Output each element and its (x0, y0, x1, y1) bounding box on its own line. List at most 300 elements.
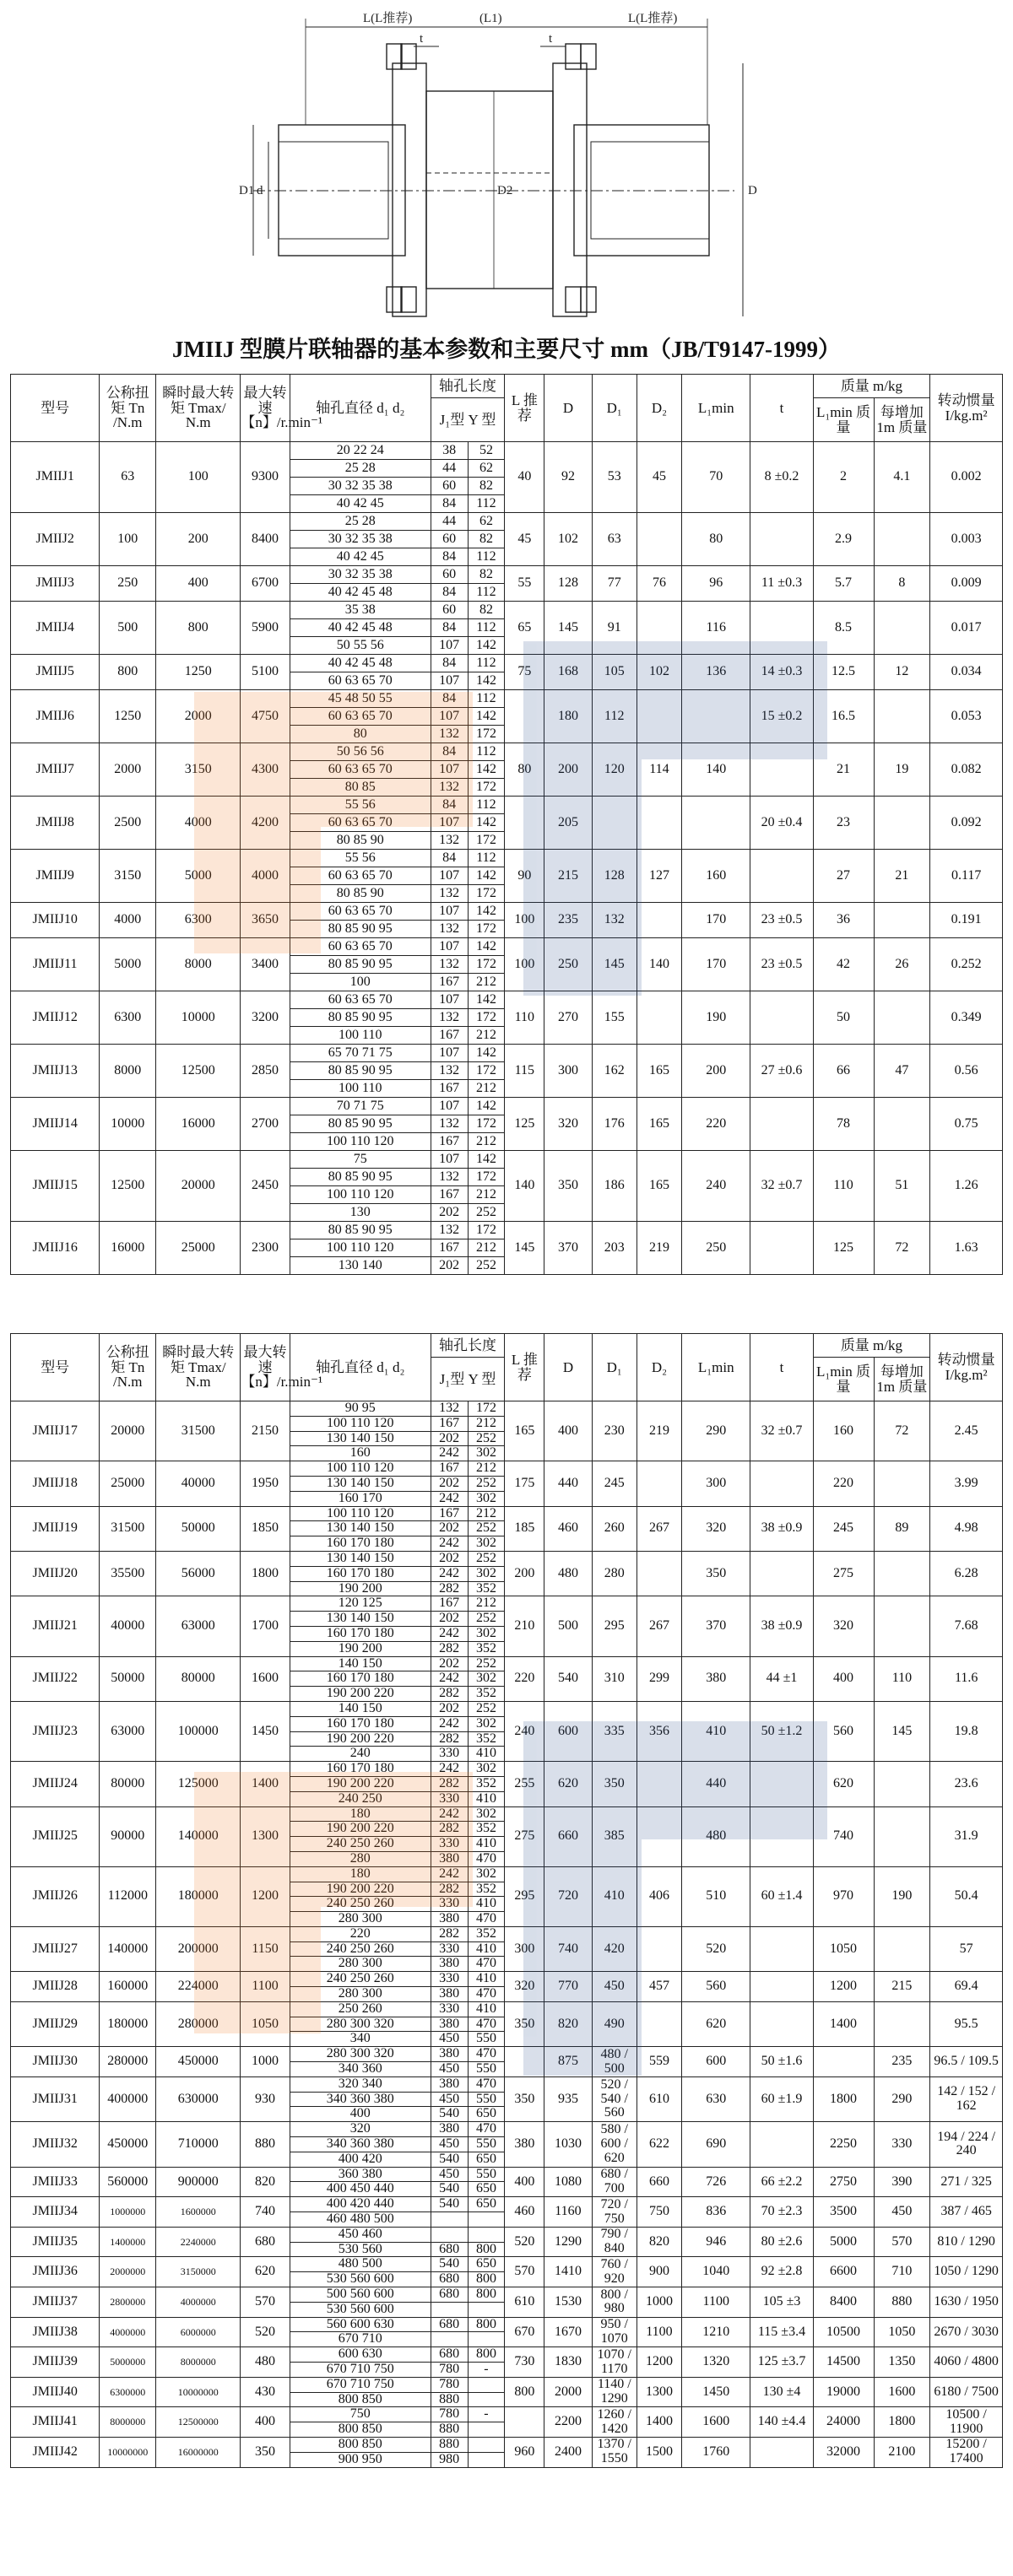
speed-cell: 2300 (241, 1222, 290, 1275)
y-length-cell: 352 (468, 1926, 505, 1941)
mass-add-cell (874, 1762, 930, 1806)
mass-cell: 2 (813, 442, 874, 513)
j1-length-cell: 60 (431, 602, 468, 619)
d1-cell: 145 (592, 938, 637, 991)
mass-cell: 2750 (813, 2167, 874, 2197)
bore-diameter-cell: 20 22 24 (290, 442, 431, 460)
d2-cell: 900 (637, 2257, 681, 2287)
bore-diameter-cell: 60 63 65 70 (290, 991, 431, 1009)
bore-diameter-cell: 190 200 220 (290, 1687, 431, 1702)
model-cell: JMIIJ8 (11, 797, 100, 850)
l1min-cell: 380 (682, 1656, 750, 1701)
mass-add-cell (874, 991, 930, 1045)
l1min-cell: 630 (682, 2076, 750, 2121)
header-l1min: L₁min (682, 1334, 750, 1401)
j1-length-cell: 330 (431, 1747, 468, 1762)
y-length-cell: 650 (468, 2152, 505, 2167)
j1-length-cell: 242 (431, 1762, 468, 1777)
t-cell: 23 ±0.5 (750, 938, 813, 991)
coupling-drawing (0, 0, 1013, 321)
y-length-cell: 302 (468, 1536, 505, 1552)
l-rec-cell: 800 (505, 2377, 544, 2407)
dim-l-left: L(L推荐) (363, 12, 413, 25)
table-row (11, 2437, 1003, 2452)
speed-cell: 400 (241, 2407, 290, 2438)
bore-diameter-cell: 80 85 90 95 (290, 1169, 431, 1186)
j1-length-cell: 132 (431, 832, 468, 850)
speed-cell: 4200 (241, 797, 290, 850)
bore-diameter-cell: 560 600 630 (290, 2317, 431, 2332)
d2-cell (637, 602, 681, 655)
y-length-cell: 212 (468, 1461, 505, 1477)
speed-cell: 880 (241, 2122, 290, 2167)
y-length-cell: 302 (468, 1566, 505, 1581)
bore-diameter-cell: 100 110 (290, 1080, 431, 1098)
torque-cell: 90000 (100, 1806, 156, 1866)
j1-length-cell: 107 (431, 867, 468, 885)
mass-add-cell: 26 (874, 938, 930, 991)
d-cell: 620 (544, 1762, 592, 1806)
torque-cell: 800 (100, 655, 156, 690)
bore-diameter-cell: 400 450 440 (290, 2182, 431, 2197)
j1-length-cell: 780 (431, 2377, 468, 2392)
l1min-cell: 200 (682, 1045, 750, 1098)
y-length-cell: 172 (468, 1169, 505, 1186)
j1-length-cell: 132 (431, 779, 468, 797)
t-cell: 50 ±1.2 (750, 1701, 813, 1761)
j1-length-cell: 132 (431, 1062, 468, 1080)
j1-length-cell: 540 (431, 2107, 468, 2122)
j1-length-cell: 242 (431, 1806, 468, 1822)
bore-diameter-cell: 60 63 65 70 (290, 867, 431, 885)
d1-cell: 128 (592, 850, 637, 903)
y-length-cell: 410 (468, 1747, 505, 1762)
j1-length-cell: 202 (431, 1656, 468, 1671)
bore-diameter-cell: 40 42 45 (290, 495, 431, 513)
l-rec-cell: 115 (505, 1045, 544, 1098)
j1-length-cell: 38 (431, 442, 468, 460)
mass-cell: 2250 (813, 2122, 874, 2167)
speed-cell: 1150 (241, 1926, 290, 1971)
instant-torque-cell: 63000 (156, 1596, 241, 1656)
j1-length-cell: 167 (431, 1186, 468, 1204)
mass-add-cell: 570 (874, 2227, 930, 2257)
y-length-cell: 352 (468, 1776, 505, 1791)
speed-cell: 930 (241, 2076, 290, 2121)
l1min-cell: 80 (682, 513, 750, 566)
d1-cell: 335 (592, 1701, 637, 1761)
mass-cell: 21 (813, 743, 874, 797)
d2-cell (637, 1461, 681, 1506)
d1-cell: 1070 / 1170 (592, 2347, 637, 2378)
bore-diameter-cell: 800 850 (290, 2392, 431, 2407)
y-length-cell (468, 2392, 505, 2407)
t-cell: 44 ±1 (750, 1656, 813, 1701)
j1-length-cell: 60 (431, 566, 468, 584)
bore-diameter-cell: 40 42 45 48 (290, 584, 431, 602)
t-cell: 70 ±2.3 (750, 2197, 813, 2228)
l1min-cell: 116 (682, 602, 750, 655)
table-row (11, 991, 1003, 1009)
table-row (11, 1806, 1003, 1822)
model-cell: JMIIJ19 (11, 1506, 100, 1551)
bore-diameter-cell: 140 150 (290, 1656, 431, 1671)
table-row (11, 2347, 1003, 2363)
bore-diameter-cell: 280 300 320 (290, 2047, 431, 2062)
speed-cell: 1850 (241, 1506, 290, 1551)
j1-length-cell: 330 (431, 1791, 468, 1806)
j1-length-cell: 202 (431, 1612, 468, 1627)
bore-diameter-cell: 280 (290, 1851, 431, 1866)
d1-cell: 162 (592, 1045, 637, 1098)
d2-cell (637, 991, 681, 1045)
speed-cell: 9300 (241, 442, 290, 513)
d1-cell: 132 (592, 903, 637, 938)
y-length-cell: 800 (468, 2242, 505, 2257)
d-cell: 660 (544, 1806, 592, 1866)
y-length-cell: 112 (468, 797, 505, 814)
j1-length-cell: 282 (431, 1687, 468, 1702)
j1-length-cell (431, 2332, 468, 2347)
model-cell: JMIIJ21 (11, 1596, 100, 1656)
y-length-cell: 470 (468, 1912, 505, 1927)
d1-cell: 203 (592, 1222, 637, 1275)
y-length-cell: 212 (468, 1239, 505, 1257)
y-length-cell: 302 (468, 1762, 505, 1777)
mass-cell: 1200 (813, 1972, 874, 2002)
spec-table-1 (10, 374, 1003, 1275)
l-rec-cell: 145 (505, 1222, 544, 1275)
j1-length-cell: 450 (431, 2032, 468, 2047)
y-length-cell: 302 (468, 1866, 505, 1882)
instant-torque-cell: 16000 (156, 1098, 241, 1151)
torque-cell: 8000 (100, 1045, 156, 1098)
d-cell: 740 (544, 1926, 592, 1971)
mass-add-cell (874, 1098, 930, 1151)
bore-diameter-cell: 250 260 (290, 2001, 431, 2017)
bore-diameter-cell: 65 70 71 75 (290, 1045, 431, 1062)
l1min-cell: 1760 (682, 2437, 750, 2467)
d-cell: 215 (544, 850, 592, 903)
bore-diameter-cell: 220 (290, 1926, 431, 1941)
header-l1min: L₁min (682, 375, 750, 442)
inertia-cell: 0.75 (930, 1098, 1003, 1151)
instant-torque-cell: 25000 (156, 1222, 241, 1275)
y-length-cell: 252 (468, 1257, 505, 1275)
l1min-cell: 620 (682, 2001, 750, 2046)
j1-length-cell: 202 (431, 1257, 468, 1275)
torque-cell: 1400000 (100, 2227, 156, 2257)
mass-cell: 740 (813, 1806, 874, 1866)
instant-torque-cell: 630000 (156, 2076, 241, 2121)
header-t: t (750, 375, 813, 442)
d-cell: 250 (544, 938, 592, 991)
j1-length-cell: 202 (431, 1476, 468, 1491)
d-cell: 1410 (544, 2257, 592, 2287)
j1-length-cell: 132 (431, 1169, 468, 1186)
y-length-cell: 82 (468, 566, 505, 584)
j1-length-cell: 242 (431, 1671, 468, 1687)
y-length-cell: 112 (468, 743, 505, 761)
t-cell (750, 991, 813, 1045)
model-cell: JMIIJ42 (11, 2437, 100, 2467)
l-rec-cell: 255 (505, 1762, 544, 1806)
bore-diameter-cell: 160 170 180 (290, 1566, 431, 1581)
instant-torque-cell: 4000000 (156, 2287, 241, 2318)
l-rec-cell: 730 (505, 2347, 544, 2378)
bore-diameter-cell: 100 110 (290, 1027, 431, 1045)
d1-cell: 155 (592, 991, 637, 1045)
l-rec-cell: 460 (505, 2197, 544, 2228)
instant-torque-cell: 10000000 (156, 2377, 241, 2407)
bore-diameter-cell: 240 250 (290, 1791, 431, 1806)
bore-diameter-cell: 340 (290, 2032, 431, 2047)
model-cell: JMIIJ36 (11, 2257, 100, 2287)
d2-cell: 299 (637, 1656, 681, 1701)
y-length-cell: - (468, 2407, 505, 2422)
j1-length-cell: 84 (431, 619, 468, 637)
instant-torque-cell: 6000000 (156, 2317, 241, 2347)
instant-torque-cell: 56000 (156, 1551, 241, 1596)
table-row (11, 690, 1003, 708)
inertia-cell: 194 / 224 / 240 (930, 2122, 1003, 2167)
y-length-cell: 212 (468, 1596, 505, 1612)
mass-cell: 14500 (813, 2347, 874, 2378)
label-outer-d: D (748, 184, 757, 197)
j1-length-cell: 167 (431, 1239, 468, 1257)
y-length-cell: 352 (468, 1731, 505, 1747)
inertia-cell: 0.034 (930, 655, 1003, 690)
l1min-cell: 70 (682, 442, 750, 513)
mass-cell: 5000 (813, 2227, 874, 2257)
l-rec-cell: 90 (505, 850, 544, 903)
y-length-cell: 62 (468, 460, 505, 478)
j1-length-cell: 202 (431, 1551, 468, 1566)
d-cell: 270 (544, 991, 592, 1045)
d-cell: 2000 (544, 2377, 592, 2407)
d-cell: 350 (544, 1151, 592, 1222)
y-length-cell: 550 (468, 2167, 505, 2182)
l-rec-cell: 110 (505, 991, 544, 1045)
d1-cell: 112 (592, 690, 637, 743)
t-cell: 14 ±0.3 (750, 655, 813, 690)
model-cell: JMIIJ22 (11, 1656, 100, 1701)
inertia-cell: 6180 / 7500 (930, 2377, 1003, 2407)
instant-torque-cell: 200000 (156, 1926, 241, 1971)
inertia-cell: 0.349 (930, 991, 1003, 1045)
y-length-cell: 410 (468, 1941, 505, 1957)
j1-length-cell: 330 (431, 1897, 468, 1912)
l1min-cell (682, 690, 750, 743)
header-inertia: 转动惯量 I/kg.m² (930, 375, 1003, 442)
l1min-cell: 600 (682, 2047, 750, 2077)
header-mass-add: 每增加1m 质量 (874, 1358, 930, 1401)
j1-length-cell: 282 (431, 1776, 468, 1791)
j1-length-cell: 132 (431, 726, 468, 743)
bore-diameter-cell: 900 950 (290, 2452, 431, 2467)
bore-diameter-cell: 340 360 380 (290, 2092, 431, 2107)
speed-cell: 4000 (241, 850, 290, 903)
j1-length-cell: 330 (431, 1941, 468, 1957)
j1-length-cell: 282 (431, 1581, 468, 1596)
torque-cell: 16000 (100, 1222, 156, 1275)
t-cell (750, 1222, 813, 1275)
t-cell (750, 1926, 813, 1971)
mass-add-cell: 1800 (874, 2407, 930, 2438)
torque-cell: 8000000 (100, 2407, 156, 2438)
table-row (11, 938, 1003, 956)
speed-cell: 1450 (241, 1701, 290, 1761)
bore-diameter-cell: 340 360 (290, 2062, 431, 2077)
instant-torque-cell: 1600000 (156, 2197, 241, 2228)
table-row (11, 1098, 1003, 1115)
header-model: 型号 (11, 375, 100, 442)
bore-diameter-cell: 160 170 (290, 1491, 431, 1506)
j1-length-cell: 132 (431, 921, 468, 938)
t-cell: 50 ±1.6 (750, 2047, 813, 2077)
j1-length-cell: 84 (431, 797, 468, 814)
mass-add-cell (874, 797, 930, 850)
j1-length-cell: 107 (431, 672, 468, 690)
j1-length-cell: 680 (431, 2272, 468, 2287)
y-length-cell: 112 (468, 850, 505, 867)
table-row (11, 2377, 1003, 2392)
mass-add-cell: 8 (874, 566, 930, 602)
bore-diameter-cell: 530 560 600 (290, 2272, 431, 2287)
y-length-cell: 172 (468, 956, 505, 974)
header-torque: 公称扭矩 Tn /N.m (100, 1334, 156, 1401)
speed-cell: 4750 (241, 690, 290, 743)
header-bore-length: 轴孔长度 (431, 375, 505, 398)
bore-diameter-cell: 190 200 220 (290, 1882, 431, 1897)
speed-cell: 6700 (241, 566, 290, 602)
j1-length-cell: 202 (431, 1521, 468, 1536)
bore-diameter-cell: 340 360 380 (290, 2137, 431, 2152)
table-row (11, 1551, 1003, 1566)
j1-length-cell: 107 (431, 814, 468, 832)
bore-diameter-cell: 55 56 (290, 797, 431, 814)
bore-diameter-cell: 160 170 180 (290, 1716, 431, 1731)
table-row (11, 442, 1003, 460)
torque-cell: 2000000 (100, 2257, 156, 2287)
j1-length-cell: 84 (431, 850, 468, 867)
mass-add-cell (874, 513, 930, 566)
mass-add-cell: 235 (874, 2047, 930, 2077)
j1-length-cell: 107 (431, 991, 468, 1009)
j1-length-cell: 107 (431, 708, 468, 726)
l1min-cell: 136 (682, 655, 750, 690)
model-cell: JMIIJ14 (11, 1098, 100, 1151)
model-cell: JMIIJ1 (11, 442, 100, 513)
mass-cell: 220 (813, 1461, 874, 1506)
inertia-cell: 1.26 (930, 1151, 1003, 1222)
bore-diameter-cell: 670 710 750 (290, 2363, 431, 2378)
dim-t-left: t (420, 32, 424, 46)
instant-torque-cell: 8000 (156, 938, 241, 991)
speed-cell: 620 (241, 2257, 290, 2287)
t-cell (750, 2122, 813, 2167)
l1min-cell: 560 (682, 1972, 750, 2002)
table-row (11, 2001, 1003, 2017)
table-row (11, 1926, 1003, 1941)
bore-diameter-cell: 40 42 45 48 (290, 619, 431, 637)
bore-diameter-cell: 70 71 75 (290, 1098, 431, 1115)
j1-length-cell: 540 (431, 2182, 468, 2197)
mass-cell: 66 (813, 1045, 874, 1098)
y-length-cell: 112 (468, 548, 505, 566)
mass-cell: 110 (813, 1151, 874, 1222)
instant-torque-cell: 5000 (156, 850, 241, 903)
speed-cell: 3200 (241, 991, 290, 1045)
d2-cell (637, 690, 681, 743)
d-cell: 2200 (544, 2407, 592, 2438)
mass-cell: 16.5 (813, 690, 874, 743)
mass-add-cell: 880 (874, 2287, 930, 2318)
mass-cell: 275 (813, 1551, 874, 1596)
d-cell: 102 (544, 513, 592, 566)
bore-diameter-cell: 460 480 500 (290, 2212, 431, 2228)
mass-add-cell (874, 602, 930, 655)
torque-cell: 5000 (100, 938, 156, 991)
t-cell: 66 ±2.2 (750, 2167, 813, 2197)
y-length-cell: 252 (468, 1521, 505, 1536)
j1-length-cell: 84 (431, 584, 468, 602)
table-row (11, 2122, 1003, 2137)
bore-diameter-cell: 130 140 150 (290, 1476, 431, 1491)
y-length-cell: 252 (468, 1656, 505, 1671)
bore-diameter-cell: 90 95 (290, 1401, 431, 1417)
instant-torque-cell: 50000 (156, 1506, 241, 1551)
bore-diameter-cell: 60 63 65 70 (290, 938, 431, 956)
l-rec-cell: 100 (505, 903, 544, 938)
t-cell: 38 ±0.9 (750, 1596, 813, 1656)
l1min-cell: 160 (682, 850, 750, 903)
speed-cell: 740 (241, 2197, 290, 2228)
d2-cell: 114 (637, 743, 681, 797)
y-length-cell: 470 (468, 2017, 505, 2032)
bore-diameter-cell: 120 125 (290, 1596, 431, 1612)
d-cell: 1080 (544, 2167, 592, 2197)
d1-cell: 186 (592, 1151, 637, 1222)
header-t: t (750, 1334, 813, 1401)
instant-torque-cell: 800 (156, 602, 241, 655)
l1min-cell: 1600 (682, 2407, 750, 2438)
d2-cell (637, 2001, 681, 2046)
j1-length-cell: 107 (431, 938, 468, 956)
mass-cell: 125 (813, 1222, 874, 1275)
mass-add-cell: 89 (874, 1506, 930, 1551)
instant-torque-cell: 6300 (156, 903, 241, 938)
bore-diameter-cell: 60 63 65 70 (290, 708, 431, 726)
j1-length-cell: 380 (431, 2047, 468, 2062)
model-cell: JMIIJ13 (11, 1045, 100, 1098)
j1-length-cell: 202 (431, 1431, 468, 1446)
inertia-cell: 15200 / 17400 (930, 2437, 1003, 2467)
mass-add-cell: 21 (874, 850, 930, 903)
bore-diameter-cell: 80 (290, 726, 431, 743)
model-cell: JMIIJ41 (11, 2407, 100, 2438)
j1-length-cell: 450 (431, 2062, 468, 2077)
speed-cell: 2450 (241, 1151, 290, 1222)
d-cell: 440 (544, 1461, 592, 1506)
l-rec-cell: 40 (505, 442, 544, 513)
model-cell: JMIIJ16 (11, 1222, 100, 1275)
l1min-cell: 96 (682, 566, 750, 602)
model-cell: JMIIJ7 (11, 743, 100, 797)
inertia-cell: 142 / 152 / 162 (930, 2076, 1003, 2121)
d1-cell: 790 / 840 (592, 2227, 637, 2257)
torque-cell: 180000 (100, 2001, 156, 2046)
